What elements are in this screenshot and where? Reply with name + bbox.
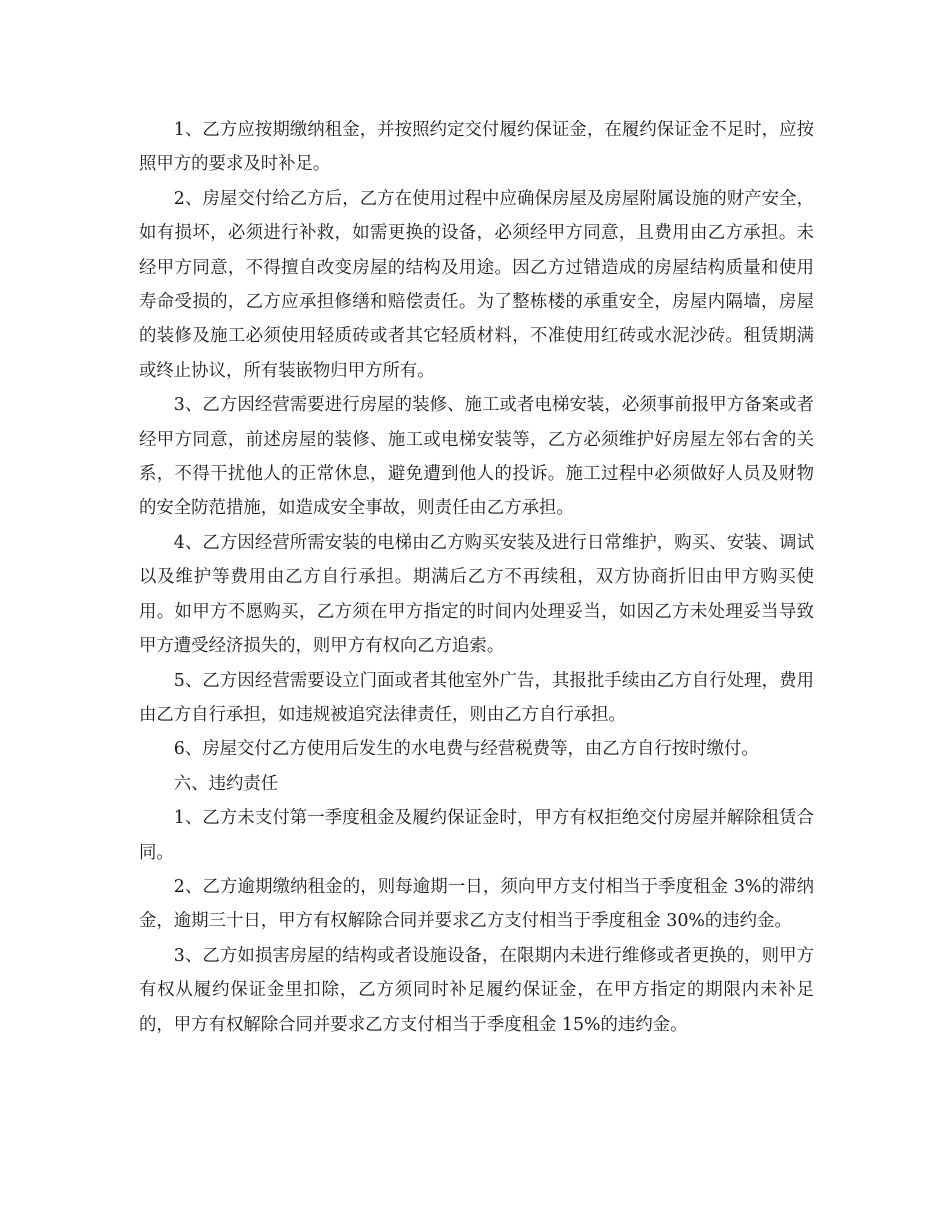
paragraph-obligation-2: 2、房屋交付给乙方后，乙方在使用过程中应确保房屋及房屋附属设施的财产安全，如有损坏，必须进行补救，如需更换的设备，必须经甲方同意，且费用由乙方承担。未经甲方同意，不得擅自改变房屋的结构及用途。因乙方过错造成的房屋结构质量和使用寿命受损的，乙方应承担修缮和赔偿责任。为了整栋楼的承重安全，房屋内隔墙，房屋的装修及施工必须使用轻质砖或者其它轻质材料，不准使用红砖或水泥沙砖。租赁期满或终止协议，所有装嵌物归甲方所有。 (139, 188, 814, 381)
paragraph-breach-3: 3、乙方如损害房屋的结构或者设施设备，在限期内未进行维修或者更换的，则甲方有权从履约保证金里扣除，乙方须同时补足履约保证金，在甲方指定的期限内未补足的，甲方有权解除合同并要求乙方支付相当于季度租金 15%的违约金。 (139, 945, 814, 1035)
document-body (139, 113, 814, 1042)
paragraph-obligation-5: 5、乙方因经营需要设立门面或者其他室外广告，其报批手续由乙方自行处理，费用由乙方自行承担，如违规被追究法律责任，则由乙方自行承担。 (139, 670, 814, 725)
section-heading-breach: 六、违约责任 (173, 773, 279, 794)
paragraph-obligation-3: 3、乙方因经营需要进行房屋的装修、施工或者电梯安装，必须事前报甲方备案或者经甲方同意，前述房屋的装修、施工或电梯安装等，乙方必须维护好房屋左邻右舍的关系，不得干扰他人的正常休息，避免遭到他人的投诉。施工过程中必须做好人员及财物的安全防范措施，如造成安全事故，则责任由乙方承担。 (139, 395, 814, 519)
paragraph-breach-2: 2、乙方逾期缴纳租金的，则每逾期一日，须向甲方支付相当于季度租金 3%的滞纳金，逾期三十日，甲方有权解除合同并要求乙方支付相当于季度租金 30%的违约金。 (139, 876, 814, 932)
paragraph-obligation-4: 4、乙方因经营所需安装的电梯由乙方购买安装及进行日常维护，购买、安装、调试以及维护等费用由乙方自行承担。期满后乙方不再续租，双方协商折旧由甲方购买使用。如甲方不愿购买，乙方须在甲方指定的时间内处理妥当，如因乙方未处理妥当导致甲方遭受经济损失的，则甲方有权向乙方追索。 (139, 532, 814, 657)
paragraph-obligation-1: 1、乙方应按期缴纳租金，并按照约定交付履约保证金，在履约保证金不足时，应按照甲方的要求及时补足。 (139, 120, 814, 175)
paragraph-obligation-6: 6、房屋交付乙方使用后发生的水电费与经营税费等，由乙方自行按时缴付。 (173, 739, 759, 760)
paragraph-breach-1: 1、乙方未支付第一季度租金及履约保证金时，甲方有权拒绝交付房屋并解除租赁合同。 (139, 808, 814, 863)
